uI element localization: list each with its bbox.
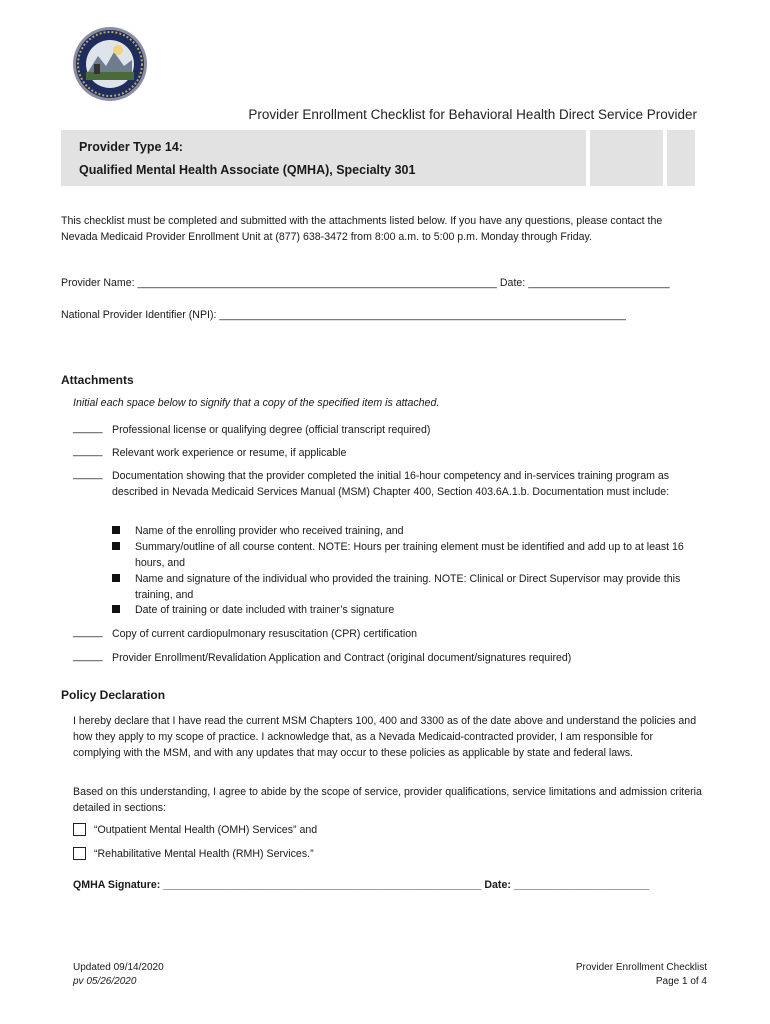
attachment-item-license: Professional license or qualifying degree (official transcript required) [112, 424, 431, 436]
policy-heading: Policy Declaration [61, 688, 166, 702]
training-requirement: Date of training or date included with trainer’s signature [135, 604, 395, 616]
initial-blank[interactable]: _____ [73, 626, 103, 638]
state-seal-logo [72, 26, 148, 102]
initial-blank[interactable]: _____ [73, 650, 103, 662]
provider-name-label: Provider Name: [61, 277, 135, 289]
signature-line[interactable]: ______________________________________________________ [163, 879, 482, 891]
provider-type-box [61, 130, 586, 186]
initial-blank[interactable]: _____ [73, 468, 103, 480]
bullet-icon [112, 526, 120, 534]
omh-services-label: “Outpatient Mental Health (OMH) Services” and [94, 824, 318, 836]
provider-type-box-cell [590, 130, 663, 186]
attachment-item-application: Provider Enrollment/Revalidation Application and Contract (original document/signatures required) [112, 652, 572, 664]
provider-type-number: Provider Type 14: [79, 140, 183, 154]
bullet-icon [112, 574, 120, 582]
document-title: Provider Enrollment Checklist for Behavioral Health Direct Service Provider [248, 107, 697, 122]
attachment-item-cpr: Copy of current cardiopulmonary resuscitation (CPR) certification [112, 628, 417, 640]
npi-label: National Provider Identifier (NPI): [61, 309, 217, 321]
signature-label: QMHA Signature: [73, 879, 161, 891]
initial-blank[interactable]: _____ [73, 422, 103, 434]
signature-date-line[interactable]: _______________________ [513, 879, 650, 891]
attachment-item-training: Documentation showing that the provider completed the initial 16-hour competency and in-services training program as described in Nevada Medicaid Services Manual (MSM) Chapter 400, Section 403.6A.1.b. Documentation must include: [112, 470, 670, 498]
intro-paragraph: This checklist must be completed and submitted with the attachments listed below. If you have any questions, please contact the Nevada Medicaid Provider Enrollment Unit at (877) 638-3472 from 8:00 a.m. to 5:00 p.m. Monday through Friday. [61, 215, 663, 243]
signature-field[interactable] [73, 879, 649, 891]
attachment-item-resume: Relevant work experience or resume, if applicable [112, 447, 347, 459]
npi-field[interactable] [61, 309, 626, 321]
date-line[interactable]: ________________________ [528, 277, 670, 289]
provider-name-line[interactable]: _____________________________________________________________ [137, 277, 497, 289]
omh-services-checkbox[interactable] [73, 823, 86, 836]
footer-page-number: Page 1 of 4 [655, 976, 707, 987]
provider-type-box-cell [667, 130, 695, 186]
training-requirement: Name of the enrolling provider who received training, and [135, 525, 404, 537]
rmh-services-label: “Rehabilitative Mental Health (RMH) Services.” [94, 848, 314, 860]
training-requirement: Summary/outline of all course content. NOTE: Hours per training element must be identified and add up to at least 16 hours, and [135, 541, 684, 569]
signature-date-label: Date: [484, 879, 511, 891]
bullet-icon [112, 605, 120, 613]
attachments-heading: Attachments [61, 373, 134, 387]
footer-doc-name: Provider Enrollment Checklist [575, 962, 707, 973]
date-label: Date: [499, 277, 526, 289]
rmh-services-checkbox[interactable] [73, 847, 86, 860]
attachments-instruction: Initial each space below to signify that a copy of the specified item is attached. [73, 397, 440, 409]
policy-paragraph-2: Based on this understanding, I agree to abide by the scope of service, provider qualifications, service limitations and admission criteria detailed in sections: [73, 786, 702, 814]
provider-type-name: Qualified Mental Health Associate (QMHA), Specialty 301 [79, 163, 416, 177]
initial-blank[interactable]: _____ [73, 445, 103, 457]
footer-updated: Updated 09/14/2020 [73, 962, 164, 973]
policy-paragraph-1: I hereby declare that I have read the current MSM Chapters 100, 400 and 3300 as of the date above and understand the policies and how they apply to my scope of practice. I acknowledge that, as a Nevada Medicaid-contracted provider, I am responsible for complying with the MSM, and with any updates that may occur to these policies as applicable by state and federal laws. [73, 715, 697, 759]
footer-pv: pv 05/26/2020 [73, 976, 137, 987]
provider-name-field[interactable] [61, 277, 670, 289]
bullet-icon [112, 542, 120, 550]
npi-line[interactable]: _____________________________________________________________________ [219, 309, 626, 321]
training-requirement: Name and signature of the individual who provided the training. NOTE: Clinical or Direct Supervisor may provide this training, and [135, 573, 681, 601]
